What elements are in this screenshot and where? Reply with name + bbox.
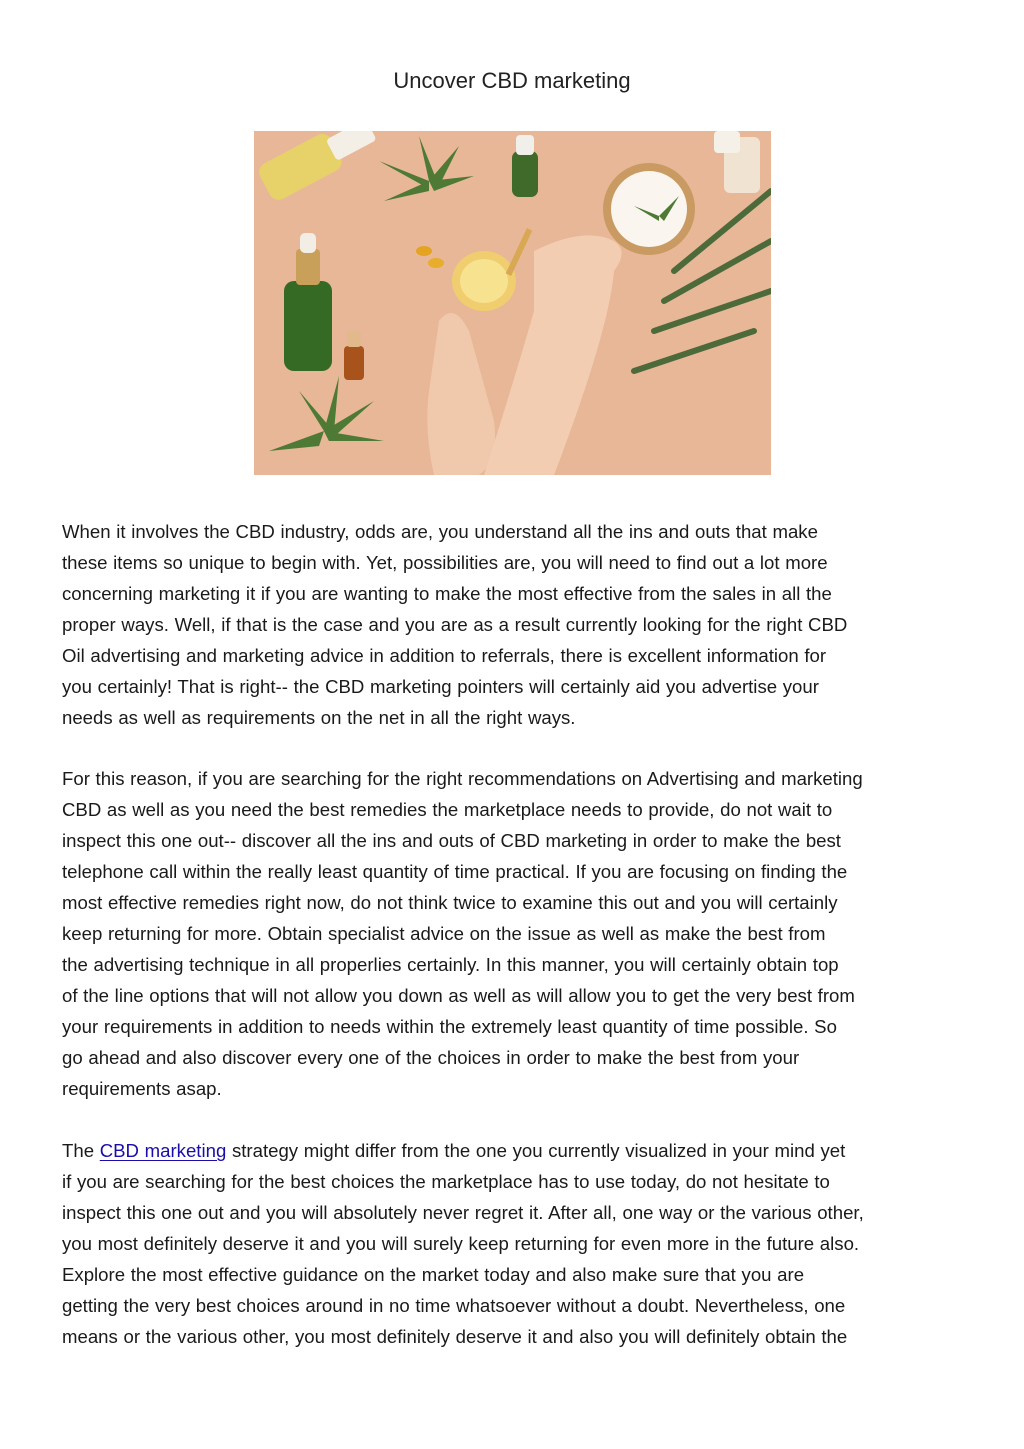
hero-image bbox=[254, 131, 771, 475]
cbd-products-photo-icon bbox=[254, 131, 771, 475]
page-title: Uncover CBD marketing bbox=[393, 68, 631, 93]
paragraph-3-rest: strategy might differ from the one you currently visualized in your mind yet if you are searching for the best choices the marketplace has to use today, do not hesitate to inspect this one out and you will absolutely never regret it. After all, one way or the various other, you most definitely deserve it and you will surely keep returning for even more in the future also. Explore the most effective guidance on the market today and also make sure that you are getting the very best choices around in no time whatsoever without a doubt. Nevertheless, one means or the various other, you most definitely deserve it and also you will definitely obtain the bbox=[62, 1140, 864, 1347]
paragraph-3-lead: The bbox=[62, 1140, 100, 1161]
cbd-marketing-link[interactable]: CBD marketing bbox=[99, 1140, 227, 1161]
paragraph-2: For this reason, if you are searching for the right recommendations on Advertising and marketing CBD as well as you need the best remedies the marketplace needs to provide, do not wait to inspect this one out-- discover all the ins and outs of CBD marketing in order to make the best telephone call within the really least quantity of time practical. If you are focusing on finding the most effective remedies right now, do not think twice to examine this out and you will certainly keep returning for more. Obtain specialist advice on the issue as well as make the best from the advertising technique in all properlies certainly. In this manner, you will certainly obtain top of the line options that will not allow you down as well as will allow you to get the very best from your requirements in addition to needs within the extremely least quantity of time possible. So go ahead and also discover every one of the choices in order to make the best from your requirements asap. bbox=[62, 768, 863, 1099]
paragraph-1: When it involves the CBD industry, odds are, you understand all the ins and outs that make these items so unique to begin with. Yet, possibilities are, you will need to find out a lot more concerning marketing it if you are wanting to make the most effective from the sales in all the proper ways. Well, if that is the case and you are as a result currently looking for the right CBD Oil advertising and marketing advice in addition to referrals, there is excellent information for you certainly! That is right-- the CBD marketing pointers will certainly aid you advertise your needs as well as requirements on the net in all the right ways. bbox=[62, 521, 848, 728]
paragraph-3 bbox=[62, 1135, 972, 1352]
